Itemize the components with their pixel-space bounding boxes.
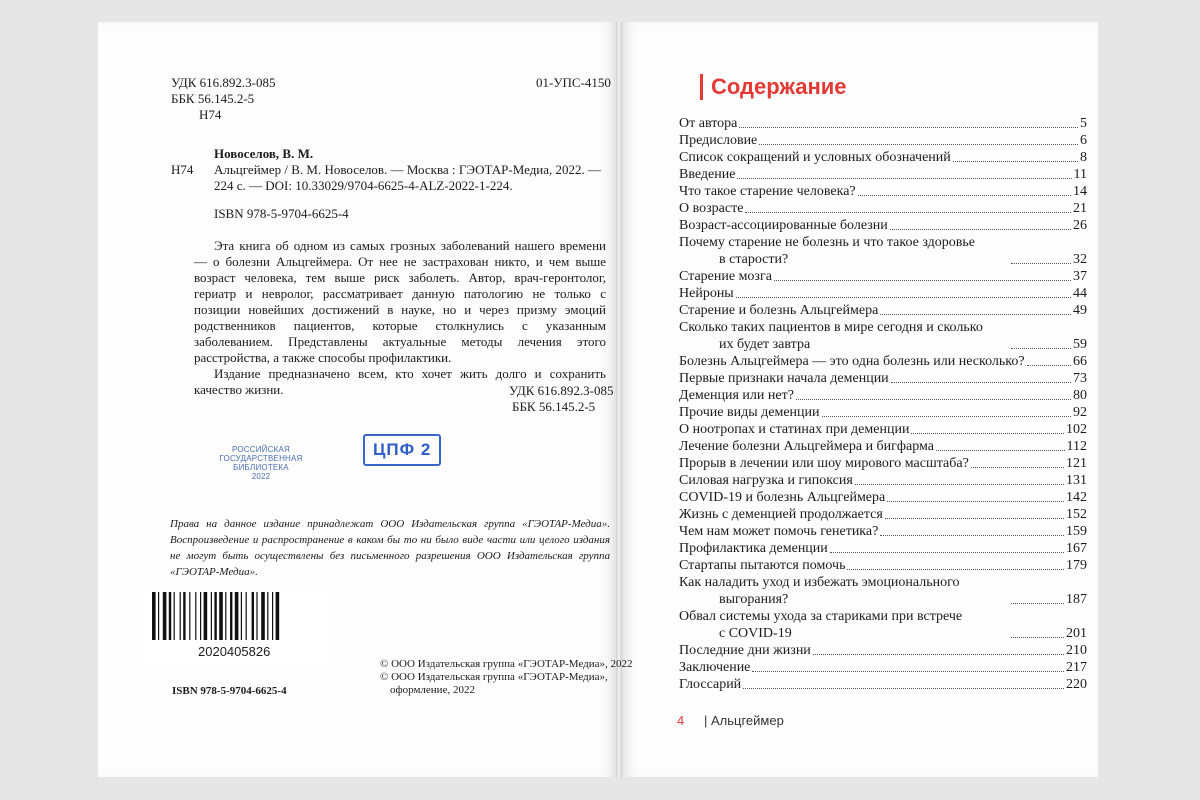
toc-item-page: 37 (1073, 269, 1087, 284)
toc-item (679, 387, 1087, 404)
author-code: Н74 (171, 162, 194, 177)
toc-item (679, 234, 1087, 268)
toc-item-line: Нейроны (679, 286, 734, 301)
barcode-bar (225, 592, 226, 640)
barcode-bar (169, 592, 171, 640)
toc-item-line: выгорания? (719, 592, 789, 607)
toc-leader-dots (822, 416, 1071, 417)
annotation-paragraph: Издание предназначено всем, кто хочет жить долго и сохранить качество жизни. (194, 366, 606, 397)
barcode-bar (214, 592, 216, 640)
copyright-line: © ООО Издательская группа «ГЭОТАР-Медиа», 2022 (380, 658, 633, 670)
barcode-bar (235, 592, 239, 640)
toc-item-title (679, 540, 828, 557)
toc-item (679, 319, 1087, 353)
toc-item-line: Силовая нагрузка и гипоксия (679, 473, 853, 488)
toc-item-title (679, 438, 934, 455)
toc-leader-dots (1011, 603, 1064, 604)
toc-item-line: Введение (679, 167, 736, 182)
copyright-line: оформление, 2022 (390, 684, 475, 696)
barcode-bar (261, 592, 265, 640)
toc-item-line: COVID-19 и болезнь Альцгеймера (679, 490, 886, 505)
toc-item (679, 574, 1087, 608)
toc-item-line: Обвал системы ухода за стариками при встрече (679, 609, 963, 624)
toc-item (679, 302, 1087, 319)
toc-item-title (679, 455, 969, 472)
toc-item (679, 523, 1087, 540)
toc-item-title (679, 574, 1009, 608)
toc-leader-dots (759, 144, 1078, 145)
toc-item-page: 59 (1073, 337, 1087, 352)
barcode-bar (189, 592, 190, 640)
toc-item-line: Старение мозга (679, 269, 772, 284)
toc-item (679, 285, 1087, 302)
toc-item (679, 438, 1087, 455)
toc-leader-dots (880, 535, 1064, 536)
classification-bottom (509, 383, 614, 415)
toc-item-line: их будет завтра (719, 337, 811, 352)
toc-leader-dots (880, 314, 1071, 315)
toc-item-page: 179 (1066, 558, 1087, 573)
toc-item-title (679, 285, 734, 302)
toc-item-page: 92 (1073, 405, 1087, 420)
toc-item (679, 404, 1087, 421)
toc-item (679, 676, 1087, 693)
cpf-stamp: ЦПФ 2 (363, 434, 441, 466)
toc-item-line: Предисловие (679, 133, 758, 148)
toc-item-page: 21 (1073, 201, 1087, 216)
toc-leader-dots (739, 127, 1078, 128)
toc-item-line: Возраст-ассоциированные болезни (679, 218, 888, 233)
toc-item-page: 159 (1066, 524, 1087, 539)
toc-item-line: Болезнь Альцгеймера — это одна болезнь или несколько? (679, 354, 1025, 369)
toc-item-title (679, 676, 741, 693)
bbk-code: ББК 56.145.2-5 (171, 91, 255, 106)
page-number: 4 (677, 713, 685, 728)
toc-item-page: 8 (1080, 150, 1087, 165)
toc-item-page: 201 (1066, 626, 1087, 641)
toc-item (679, 659, 1087, 676)
toc-leader-dots (1027, 365, 1071, 366)
isbn: ISBN 978-5-9704-6625-4 (214, 206, 349, 221)
toc-item-title (679, 557, 845, 574)
toc-item-title (679, 319, 1009, 353)
library-stamp (216, 445, 306, 481)
toc-leader-dots (736, 297, 1071, 298)
copyright-block (380, 658, 633, 697)
toc-item-line: Почему старение не болезнь и что такое здоровье (679, 235, 975, 250)
toc-item-page: 187 (1066, 592, 1087, 607)
toc-item (679, 115, 1087, 132)
toc-leader-dots (813, 654, 1064, 655)
toc-item-title (679, 642, 811, 659)
toc-item-page: 5 (1080, 116, 1087, 131)
toc-item-line: Список сокращений и условных обозначений (679, 150, 951, 165)
toc-item-title (679, 132, 757, 149)
toc-item (679, 608, 1087, 642)
toc-item-page: 220 (1066, 677, 1087, 692)
toc-leader-dots (890, 229, 1071, 230)
toc-item-page: 26 (1073, 218, 1087, 233)
toc-item-title (679, 489, 885, 506)
toc-item-title (679, 608, 1009, 642)
toc-item-page: 66 (1073, 354, 1087, 369)
barcode-number: 2020405826 (198, 644, 271, 659)
toc-item-page: 217 (1066, 660, 1087, 675)
barcode-bar (180, 592, 181, 640)
toc-item-line: Сколько таких пациентов в мире сегодня и сколько (679, 320, 983, 335)
toc-item-title (679, 404, 820, 421)
toc-leader-dots (774, 280, 1071, 281)
toc-item-title (679, 149, 951, 166)
toc-item-line: Стартапы пытаются помочь (679, 558, 846, 573)
toc-leader-dots (830, 552, 1064, 553)
biblio-line: Альцгеймер / В. М. Новоселов. — Москва : ГЭОТАР-Медиа, 2022. — (214, 162, 602, 177)
toc-item (679, 370, 1087, 387)
toc-leader-dots (858, 195, 1071, 196)
barcode-bar (163, 592, 167, 640)
toc-item-page: 11 (1073, 167, 1087, 182)
toc-leader-dots (847, 569, 1064, 570)
toc-item-line: О возрасте (679, 201, 744, 216)
toc-item-title (679, 387, 794, 404)
toc-leader-dots (1011, 263, 1071, 264)
toc-item (679, 166, 1087, 183)
barcode-bar (158, 592, 159, 640)
toc-item (679, 183, 1087, 200)
toc-item (679, 472, 1087, 489)
toc-item-line: Деменция или нет? (679, 388, 794, 403)
toc-item-page: 112 (1066, 439, 1087, 454)
toc-item-title (679, 302, 878, 319)
author-name: Новоселов, В. М. (214, 146, 314, 161)
toc-item-line: Лечение болезни Альцгеймера и бигфарма (679, 439, 934, 454)
barcode-icon (152, 592, 320, 644)
toc-leader-dots (737, 178, 1071, 179)
publisher-code: 01-УПС-4150 (536, 75, 611, 90)
barcode-bar (276, 592, 280, 640)
toc-item-line: Как наладить уход и избежать эмоционального (679, 575, 960, 590)
toc-item-line: Последние дни жизни (679, 643, 811, 658)
toc-item-line: с COVID-19 (719, 626, 792, 641)
toc-item-line: О ноотропах и статинах при деменции (679, 422, 910, 437)
bbk-code-bottom: ББК 56.145.2-5 (512, 399, 596, 414)
table-of-contents (679, 115, 1087, 693)
toc-item-title (679, 472, 853, 489)
running-title: | Альцгеймер (704, 713, 784, 728)
annotation-paragraph: Эта книга об одном из самых грозных заболеваний нашего времени — о болезни Альцгеймера. От нее не застрахован никто, и чем выше возраст человека, тем выше риск заболеть. Автор, врач-геронтолог, гериатр и невролог, рассматривает данную патологию не только с позиции новейших достижений в науке, но и через призму эмоций родственников пациентов, которые столкнулись с указанным заболеванием. Представлены актуальные методы лечения этого расстройства, а также способы профилактики. (194, 238, 606, 365)
toc-item-title (679, 183, 856, 200)
toc-item-line: Прорыв в лечении или шоу мирового масштаба? (679, 456, 969, 471)
barcode-bar (211, 592, 212, 640)
isbn-bottom: ISBN 978-5-9704-6625-4 (172, 685, 287, 697)
author-sign: Н74 (199, 107, 222, 122)
toc-item (679, 540, 1087, 557)
toc-item-title (679, 217, 888, 234)
toc-leader-dots (885, 518, 1064, 519)
toc-item-page: 49 (1073, 303, 1087, 318)
toc-item-page: 32 (1073, 252, 1087, 267)
toc-item-title (679, 200, 743, 217)
copyright-line: © ООО Издательская группа «ГЭОТАР-Медиа», (380, 671, 608, 683)
toc-item-title (679, 166, 735, 183)
toc-leader-dots (855, 484, 1064, 485)
toc-leader-dots (1011, 637, 1064, 638)
toc-title: Содержание (700, 74, 847, 100)
toc-item (679, 506, 1087, 523)
toc-item (679, 489, 1087, 506)
toc-item-line: Чем нам может помочь генетика? (679, 524, 879, 539)
toc-item (679, 421, 1087, 438)
toc-leader-dots (887, 501, 1064, 502)
toc-item-title (679, 370, 889, 387)
toc-item-line: в старости? (719, 252, 789, 267)
barcode-bar (204, 592, 208, 640)
annotation (194, 238, 606, 398)
toc-item-title (679, 234, 1009, 268)
toc-item-title (679, 523, 878, 540)
toc-item-page: 210 (1066, 643, 1087, 658)
toc-leader-dots (953, 161, 1078, 162)
toc-item-page: 73 (1073, 371, 1087, 386)
barcode-label (144, 588, 328, 668)
barcode-bar (252, 592, 254, 640)
toc-item-page: 131 (1066, 473, 1087, 488)
toc-item-title (679, 421, 909, 438)
toc-item (679, 217, 1087, 234)
stamp-line: 2022 (251, 472, 271, 481)
toc-leader-dots (971, 467, 1064, 468)
toc-item-line: Старение и болезнь Альцгеймера (679, 303, 879, 318)
barcode-bar (267, 592, 268, 640)
toc-item-line: Заключение (679, 660, 751, 675)
toc-item-line: Глоссарий (679, 677, 742, 692)
udk-code-bottom: УДК 616.892.3-085 (509, 383, 614, 398)
toc-item-page: 152 (1066, 507, 1087, 522)
toc-item-page: 44 (1073, 286, 1087, 301)
toc-leader-dots (1011, 348, 1071, 349)
toc-item-line: От автора (679, 116, 738, 131)
toc-item-line: Профилактика деменции (679, 541, 828, 556)
toc-leader-dots (891, 382, 1071, 383)
barcode-bar (256, 592, 257, 640)
toc-item-line: Прочие виды деменции (679, 405, 820, 420)
toc-item-title (679, 353, 1025, 370)
toc-item-page: 80 (1073, 388, 1087, 403)
toc-item-title (679, 115, 737, 132)
udk-code: УДК 616.892.3-085 (171, 75, 276, 90)
barcode-bar (183, 592, 185, 640)
toc-leader-dots (911, 433, 1064, 434)
toc-item (679, 642, 1087, 659)
toc-leader-dots (936, 450, 1065, 451)
toc-item-page: 142 (1066, 490, 1087, 505)
barcode-bar (174, 592, 175, 640)
stamp-line: БИБЛИОТЕКА (233, 463, 289, 472)
toc-item (679, 557, 1087, 574)
toc-item-page: 102 (1066, 422, 1087, 437)
toc-item-page: 167 (1066, 541, 1087, 556)
classification-block (171, 75, 276, 123)
biblio-line: 224 с. — DOI: 10.33029/9704-6625-4-ALZ-2022-1-224. (214, 178, 513, 193)
toc-leader-dots (796, 399, 1071, 400)
barcode-bar (195, 592, 196, 640)
toc-item (679, 353, 1087, 370)
toc-item-page: 121 (1066, 456, 1087, 471)
barcode-bar (152, 592, 156, 640)
toc-item (679, 132, 1087, 149)
toc-leader-dots (745, 212, 1071, 213)
barcode-bar (241, 592, 242, 640)
toc-item (679, 455, 1087, 472)
toc-item-title (679, 659, 750, 676)
toc-leader-dots (752, 671, 1064, 672)
barcode-bar (200, 592, 201, 640)
stamp-line: РОССИЙСКАЯ (232, 445, 290, 454)
barcode-bar (272, 592, 273, 640)
toc-item-title (679, 268, 772, 285)
toc-item-line: Что такое старение человека? (679, 184, 856, 199)
toc-item-page: 14 (1073, 184, 1087, 199)
toc-item (679, 200, 1087, 217)
barcode-bar (230, 592, 232, 640)
toc-item (679, 149, 1087, 166)
toc-item-line: Первые признаки начала деменции (679, 371, 889, 386)
barcode-bar (246, 592, 247, 640)
toc-leader-dots (743, 688, 1064, 689)
toc-item-page: 6 (1080, 133, 1087, 148)
toc-item-title (679, 506, 883, 523)
stamp-line: ГОСУДАРСТВЕННАЯ (219, 454, 303, 463)
barcode-bar (219, 592, 223, 640)
toc-item-line: Жизнь с деменцией продолжается (679, 507, 883, 522)
rights-notice: Права на данное издание принадлежат ООО Издательская группа «ГЭОТАР-Медиа». Воспроизведение и распространение в каком бы то ни было виде части или целого издания не могут быть осуществлены без письменного разрешения ООО Издательская группа «ГЭОТАР-Медиа». (170, 518, 610, 578)
toc-item (679, 268, 1087, 285)
bibliographic-record (214, 162, 604, 194)
